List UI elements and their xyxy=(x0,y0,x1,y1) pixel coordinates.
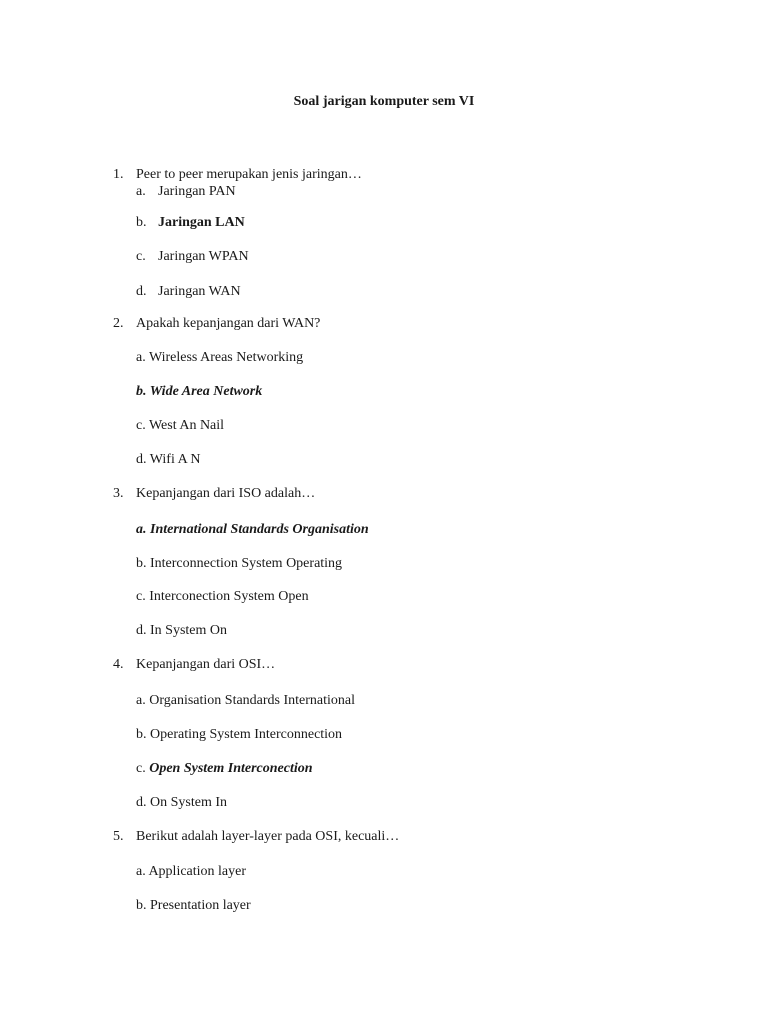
question-text: Berikut adalah layer-layer pada OSI, kecuali… xyxy=(136,829,400,844)
option-text: a. Organisation Standards International xyxy=(136,693,356,708)
question-text: Peer to peer merupakan jenis jaringan… xyxy=(136,167,362,182)
question-number: 4. xyxy=(113,657,124,672)
question-number: 5. xyxy=(113,829,124,844)
option-text: c. Interconection System Open xyxy=(136,589,309,604)
question-number: 3. xyxy=(113,486,124,501)
document-title: Soal jarigan komputer sem VI xyxy=(293,94,475,109)
question-text: Apakah kepanjangan dari WAN? xyxy=(136,316,321,331)
option-line-correct xyxy=(136,761,313,777)
option-text: c. West An Nail xyxy=(136,418,225,433)
option-text: a. Wireless Areas Networking xyxy=(136,350,304,365)
option-text: b. Presentation layer xyxy=(136,898,251,913)
option-letter: d. xyxy=(136,284,147,299)
option-prefix: c. xyxy=(136,761,150,776)
option-text: Jaringan WPAN xyxy=(158,249,249,264)
option-text: d. Wifi A N xyxy=(136,452,201,467)
option-text-correct: Jaringan LAN xyxy=(158,215,245,230)
option-letter: c. xyxy=(136,249,146,264)
option-text-correct: a. International Standards Organisation xyxy=(136,522,369,537)
option-text-correct: b. Wide Area Network xyxy=(136,384,263,399)
question-text: Kepanjangan dari OSI… xyxy=(136,657,276,672)
question-number: 1. xyxy=(113,167,124,182)
option-text: b. Interconnection System Operating xyxy=(136,556,343,571)
option-text: b. Operating System Interconnection xyxy=(136,727,343,742)
option-text: Jaringan PAN xyxy=(158,184,236,199)
question-text: Kepanjangan dari ISO adalah… xyxy=(136,486,316,501)
option-letter: a. xyxy=(136,184,146,199)
option-letter: b. xyxy=(136,215,147,230)
option-text: d. In System On xyxy=(136,623,227,638)
option-text-correct: Open System Interconection xyxy=(149,761,313,776)
option-text: Jaringan WAN xyxy=(158,284,241,299)
option-text: a. Application layer xyxy=(136,864,247,879)
option-text: d. On System In xyxy=(136,795,227,810)
question-number: 2. xyxy=(113,316,124,331)
